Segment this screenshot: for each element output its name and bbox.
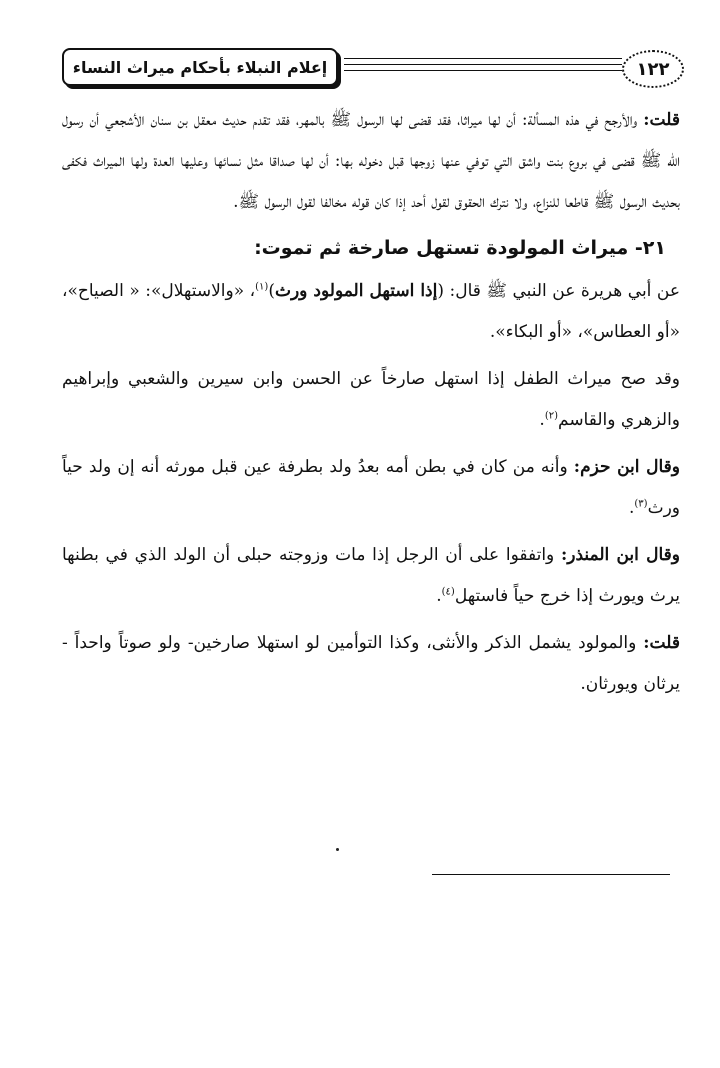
ink-dot <box>336 848 339 851</box>
paragraph-end: . <box>628 498 635 518</box>
paragraph-ibn-mundhir <box>62 535 680 617</box>
paragraph-hadith <box>62 271 680 353</box>
page-header <box>62 44 686 94</box>
paragraph-lead: قلت: <box>643 633 680 653</box>
page-body <box>62 100 680 711</box>
paragraph-text: واتفقوا على أن الرجل إذا مات وزوجته حبلى أن الولد الذي في بطنها يرث ويورث إذا خرج حياً فاستهل <box>62 545 680 606</box>
paragraph-ibn-hazm <box>62 447 680 529</box>
section-heading: ٢١- ميراث المولودة تستهل صارخة ثم تموت: <box>254 237 666 259</box>
paragraph-text: ) <box>268 281 275 301</box>
footnote-ref[interactable]: (١) <box>255 281 269 293</box>
header-rule <box>344 58 622 59</box>
hadith-quote: إذا استهل المولود ورث <box>274 281 438 301</box>
paragraph-ruling <box>62 100 680 223</box>
paragraph-authentic <box>62 359 680 441</box>
paragraph-text: وأنه من كان في بطن أمه بعدُ ولد بطرفة عين قبل مورثه أنه إن ولد حياً ورث <box>62 457 680 518</box>
header-rule <box>344 64 622 65</box>
paragraph-text: والمولود يشمل الذكر والأنثى، وكذا التوأمين لو استهلا صارخين- ولو صوتاً واحداً - يرثان ويورثان. <box>62 633 680 694</box>
paragraph-conclusion <box>62 623 680 705</box>
footnote-separator <box>432 874 670 875</box>
paragraph-text: عن أبي هريرة عن النبي ﷺ قال: ( <box>437 281 680 301</box>
footnote-ref[interactable]: (٢) <box>544 410 558 422</box>
paragraph-end: . <box>539 410 545 430</box>
running-title: إعلام النبلاء بأحكام ميراث النساء <box>62 48 338 86</box>
page-number: ١٢٢ <box>622 50 684 88</box>
paragraph-lead: وقال ابن حزم: <box>573 457 680 477</box>
paragraph-end: . <box>436 586 442 606</box>
footnote-ref[interactable]: (٣) <box>634 498 648 510</box>
paragraph-lead: قلت: <box>643 110 680 130</box>
footnote-ref[interactable]: (٤) <box>441 586 455 598</box>
paragraph-text: ، «والاستهلال»: « الصياح»، «أو العطاس»، «أو البكاء». <box>62 281 680 342</box>
paragraph-lead: وقال ابن المنذر: <box>560 545 680 565</box>
paragraph-text: وقد صح ميراث الطفل إذا استهل صارخاً عن الحسن وابن سيرين والشعبي وإبراهيم والزهري والقاسم <box>62 369 680 430</box>
paragraph-text: والأرجح في هذه المسألة: أن لها ميراثا، فقد قضى لها الرسول ﷺ بالمهر، فقد تقدم حديث معقل بن سنان الأشجعي أن رسول الله ﷺ قضى في بروع بنت واشق التي توفي عنها زوجها قبل دخوله بها: أن لها صداقا مثل نسائها وعليها العدة ولها الميراث فكفى بحديث الرسول ﷺ قاطعا للنزاع، ولا نترك الحقوق لقول أحد إذا كان قوله مخالفا لقول الرسول ﷺ. <box>62 110 680 212</box>
header-rule <box>344 70 622 71</box>
